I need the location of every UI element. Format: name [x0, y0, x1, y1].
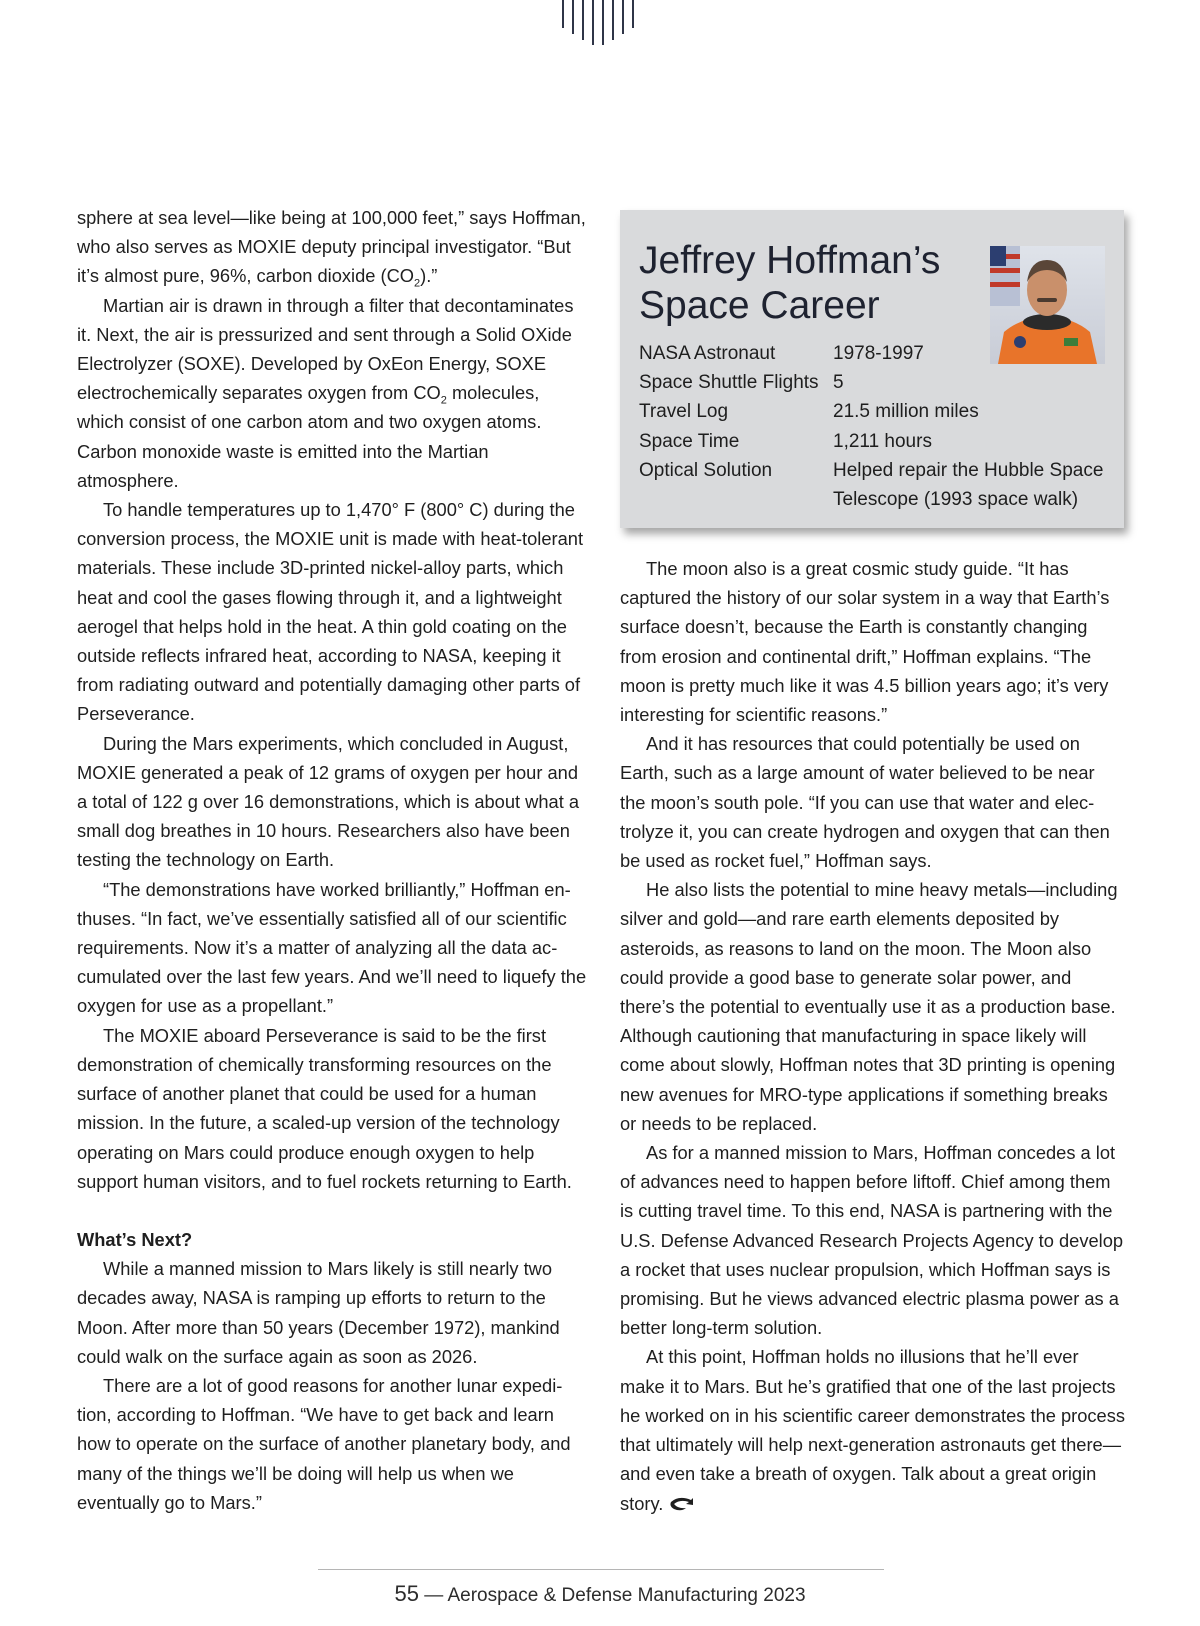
career-stats [639, 339, 1109, 514]
paragraph: The MOXIE aboard Perseverance is said to be the first demonstration of chemically transforming resources on the surface of another planet that could be used for a human mission. In the future, a scaled-up version of the technology operating on Mars could produce enough oxygen to help support human visitors, and to fuel rockets returning to Earth. [77, 1024, 572, 1192]
stat-row: Space Shuttle Flights 5 [639, 372, 844, 394]
page-footer [0, 1581, 1200, 1607]
paragraph: During the Mars experiments, which concluded in August, MOXIE generated a peak of 12 grams of oxygen per hour and a total of 122 g over 16 demonstrations, which is about what a small dog breathes in 10 hours. Researchers also have been testing the technology on Earth. [77, 732, 580, 871]
paragraph: To handle temperatures up to 1,470° F (800° C) during the conversion process, the MOXIE unit is made with heat-tolerant materials. These include 3D-printed nickel-alloy parts, which heat and cool the gases flowing through it, and a lightweight aerogel that helps hold in the heat. A thin gold coating on the outside reflects infrared heat, according to NASA, keeping it from radiating outward and potentially damaging other parts of Perseverance. [77, 499, 584, 725]
paragraph: At this point, Hoffman holds no illusions that he’ll ever make it to Mars. But he’s gratified that one of the last projects he worked on in his scientific career demonstrates the process that ultimately will help next-generation astronauts get there—and even take a breath of oxygen. Talk about a great origin story. [620, 1346, 1126, 1514]
paragraph: Martian air is drawn in through a filter that decontaminates it. Next, the air is pressurized and sent through a Solid OXide Electrolyzer (SOXE). Developed by OxEon Energy, SOXE electrochemically separates oxygen from $CO_2$ molecules, which consist of one carbon atom and two oxygen atoms. Carbon monoxide waste is emitted into the Martian atmosphere. [77, 294, 574, 491]
end-of-article-swoosh-icon [669, 1496, 695, 1512]
paragraph: As for a manned mission to Mars, Hoffman concedes a lot of advances need to happen before liftoff. Chief among them is cutting travel time. To this end, NASA is partnering with the U.S. Defense Advanced Research Projects Agency to develop a rocket that uses nuclear propulsion, which Hoffman says is promising. But he views advanced electric plasma power as a better long-term solution. [620, 1142, 1124, 1339]
paragraph: And it has resources that could potentially be used on Earth, such as a large amount of water believed to be near the moon’s south pole. “If you can use that water and electrolyze it, you can create hydrogen and oxygen that can then be used as rocket fuel,” Hoffman says. [620, 733, 1110, 872]
right-column [620, 554, 1125, 1518]
page-number: 55 [394, 1581, 419, 1606]
paragraph: The moon also is a great cosmic study guide. “It has captured the history of our solar system in a way that Earth’s surface doesn’t, because the Earth is constantly changing from erosion and continental drift,” Hoffman explains. “The moon is pretty much like it was 4.5 billion years ago; it’s very interesting for scientific reasons.” [620, 558, 1110, 726]
paragraph: There are a lot of good reasons for another lunar expedition, according to Hoffman. “We have to get back and learn how to operate on the surface of another planetary body, and many of the things we’ll be doing will help us when we eventually go to Mars.” [77, 1374, 571, 1513]
paragraph: sphere at sea level—like being at 100,000 feet,” says Hoffman, who also serves as MOXIE deputy principal investigator. “But it’s almost pure, 96%, carbon dioxide $(CO_2)$.” [77, 207, 586, 291]
stat-row: Space Time 1,211 hours [639, 430, 932, 452]
footer-divider [318, 1569, 884, 1570]
stat-row: Optical Solution Helped repair the Hubble Space Telescope (1993 space walk) [639, 459, 1104, 511]
paragraph: While a manned mission to Mars likely is still nearly two decades away, NASA is ramping up efforts to return to the Moon. After more than 50 years (December 1972), mankind could walk on the surface again as soon as 2026. [77, 1258, 560, 1367]
paragraph: He also lists the potential to mine heavy metals—including silver and gold—and rare earth elements deposited by asteroids, as reasons to land on the moon. The Moon also could provide a good base to generate solar power, and there’s the potential to eventually use it as a production base. Although cautioning that manufacturing in space likely will come about slowly, Hoffman notes that 3D printing is opening new avenues for MRO-type applications if something breaks or needs to be replaced. [620, 879, 1118, 1134]
career-sidebar [620, 210, 1124, 528]
footer-separator: — [424, 1585, 444, 1606]
section-heading: What’s Next? [77, 1228, 193, 1250]
sidebar-title: Jeffrey Hoffman’s Space Career [639, 239, 941, 327]
paragraph: “The demonstrations have worked brilliantly,” Hoffman enthuses. “In fact, we’ve essentially satisfied all of our scientific requirements. Now it’s a matter of analyzing all the data accumulated over the last few years. And we’ll need to liquefy the oxygen for use as a propellant.” [77, 878, 587, 1017]
stat-row: NASA Astronaut 1978-1997 [639, 343, 924, 364]
stat-row: Travel Log 21.5 million miles [639, 401, 979, 423]
header-lines-ornament-icon [561, 0, 645, 48]
left-column [77, 203, 587, 1517]
publication-name: Aerospace & Defense Manufacturing 2023 [447, 1585, 806, 1606]
